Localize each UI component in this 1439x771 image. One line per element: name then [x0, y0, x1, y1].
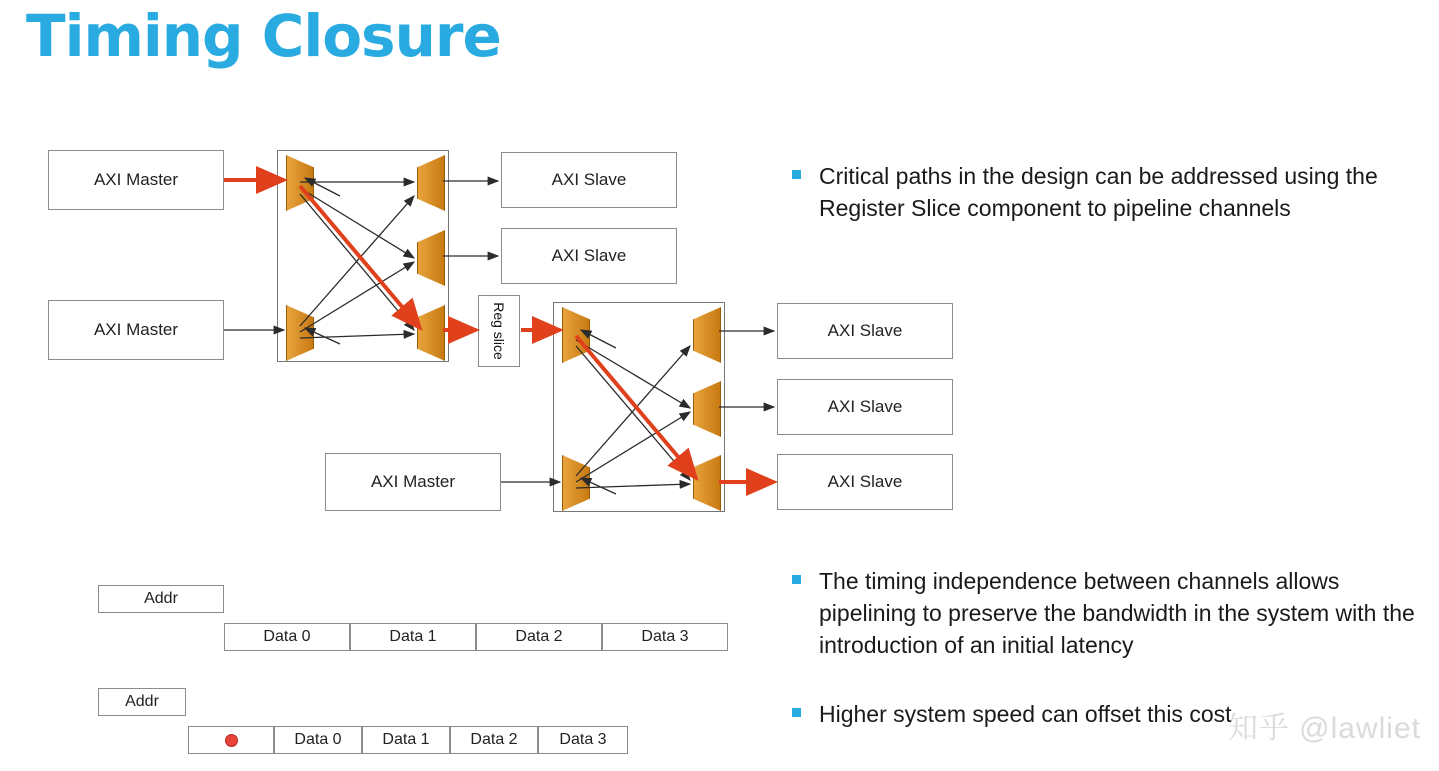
timing-row1-data-2: [476, 623, 602, 651]
axi-slave-top-1-label: AXI Slave: [551, 170, 627, 189]
axi-master-3-label: AXI Master: [370, 472, 456, 491]
axi-slave-top-1: [501, 152, 677, 208]
timing-row1-data-1: [350, 623, 476, 651]
timing-row2-data-1-label: Data 1: [382, 731, 430, 748]
axi-slave-top-2-label: AXI Slave: [551, 246, 627, 265]
axi-slave-bottom-2-label: AXI Slave: [827, 397, 903, 416]
timing-row1-data-3: [602, 623, 728, 651]
timing-row2-data-0-label: Data 0: [294, 731, 342, 748]
timing-row2-data-3-label: Data 3: [559, 731, 607, 748]
axi-master-2-label: AXI Master: [93, 320, 179, 339]
bullet-3-text: Higher system speed can offset this cost: [819, 701, 1232, 727]
axi-slave-bottom-1-label: AXI Slave: [827, 321, 903, 340]
watermark: 知乎 @lawliet: [1227, 712, 1421, 745]
axi-slave-bottom-3: [777, 454, 953, 510]
axi-slave-bottom-3-label: AXI Slave: [827, 472, 903, 491]
bullet-3: [792, 698, 1437, 730]
bullet-marker-icon: [792, 170, 801, 179]
axi-master-2: [48, 300, 224, 360]
timing-row2-data-2: [450, 726, 538, 754]
axi-master-1-label: AXI Master: [93, 170, 179, 189]
bullet-1: [792, 160, 1437, 224]
timing-row1-data-0: [224, 623, 350, 651]
timing-row1-data-2-label: Data 2: [515, 628, 563, 645]
axi-slave-bottom-1: [777, 303, 953, 359]
timing-row1-data-1-label: Data 1: [389, 628, 437, 645]
axi-master-1: [48, 150, 224, 210]
timing-row2-addr-label: Addr: [125, 693, 159, 710]
timing-row2-data-1: [362, 726, 450, 754]
timing-row2-data-3: [538, 726, 628, 754]
bullet-marker-icon: [792, 575, 801, 584]
timing-row1-addr: [98, 585, 224, 613]
latency-marker-icon: [225, 734, 238, 747]
axi-slave-top-2: [501, 228, 677, 284]
timing-row2-data-0: [274, 726, 362, 754]
axi-slave-bottom-2: [777, 379, 953, 435]
timing-row2-addr: [98, 688, 186, 716]
bullet-2-text: The timing independence between channels allows pipelining to preserve the bandwidth in the system with the introduction of an initial latency: [819, 568, 1415, 658]
bullet-marker-icon: [792, 708, 801, 717]
timing-row1-data-0-label: Data 0: [263, 628, 311, 645]
timing-row2-data-2-label: Data 2: [470, 731, 518, 748]
timing-row1-data-3-label: Data 3: [641, 628, 689, 645]
reg-slice-label: Reg slice: [491, 302, 507, 360]
bullet-1-text: Critical paths in the design can be addressed using the Register Slice component to pipeline channels: [819, 163, 1378, 221]
timing-row1-addr-label: Addr: [144, 590, 178, 607]
bullet-2: [792, 565, 1437, 661]
page-title: Timing Closure: [26, 2, 501, 70]
axi-master-3: [325, 453, 501, 511]
reg-slice-block: [478, 295, 520, 367]
